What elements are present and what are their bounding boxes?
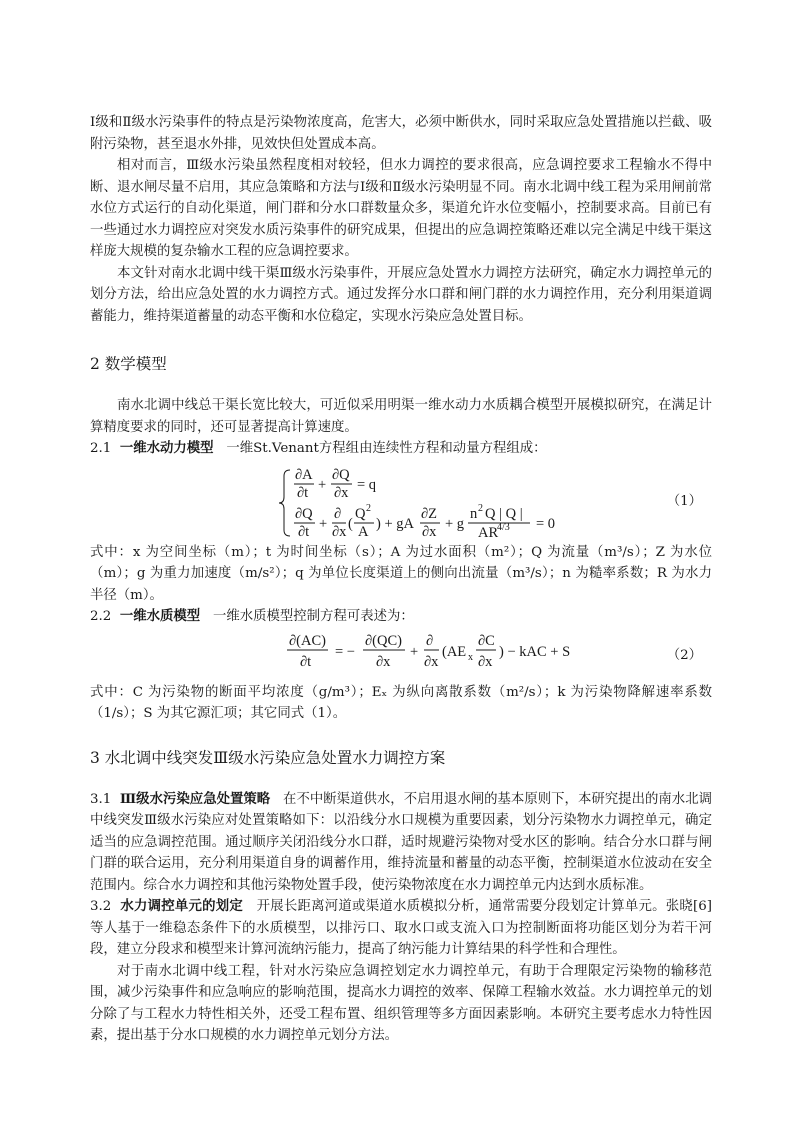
- svg-text:AR: AR: [478, 524, 499, 541]
- section-2-title: 2 数学模型: [90, 355, 167, 373]
- subsection-2-2-heading: 一维水质模型: [119, 608, 201, 624]
- svg-text:∂x: ∂x: [478, 653, 493, 670]
- svg-text:∂C: ∂C: [478, 632, 495, 649]
- svg-text:Q: Q: [355, 505, 366, 522]
- svg-text:n: n: [470, 505, 478, 522]
- subsection-3-2-heading: 水力调控单元的划定: [120, 898, 244, 914]
- svg-text:∂x: ∂x: [334, 484, 349, 501]
- equation-1: [90, 464, 712, 541]
- section-3-final-paragraph: 对于南水北调中线工程，针对水污染应急调控划定水力调控单元，有助于合理限定污染物的输移范围，减少污染事件和应急响应的影响范围，提高水力调控的效率、保障工程输水效益。水力调控单元的划分除了与工程水力特性相关外，还受工程布置、组织管理等多方面因素影响。本研究主要考虑水力特性因素，提出基于分水口规模的水力调控单元划分方法。: [90, 963, 712, 1043]
- svg-text:∂x: ∂x: [376, 653, 391, 670]
- subsection-3-1-text: 在不中断渠道供水，不启用退水闸的基本原则下，本研究提出的南水北调中线突发Ⅲ级水污染应对处置策略如下：以沿线分水口规模为重要因素，划分污染物水力调控单元，确定适当的应急调控范围。通过顺序关闭沿线分水口群，适时规避污染物对受水区的影响。结合分水口群与闸门群的联合运用，充分利用渠道自身的调蓄作用，维持流量和蓄量的动态平衡，控制渠道水位波动在安全范围内。综合水力调控和其他污染物处置手段，使污染物浓度在水力调控单元内达到水质标准。: [90, 791, 712, 893]
- svg-text:) − kAC + S: ) − kAC + S: [499, 643, 571, 660]
- svg-text:∂Q: ∂Q: [295, 505, 313, 522]
- svg-text:= q: = q: [357, 476, 377, 493]
- svg-text:∂x: ∂x: [424, 653, 439, 670]
- svg-text:Q | Q |: Q | Q |: [485, 505, 523, 522]
- svg-text:∂: ∂: [426, 632, 434, 649]
- section-3-title: 3 水北调中线突发Ⅲ级水污染应急处置水力调控方案: [90, 748, 446, 767]
- svg-text:(AE: (AE: [442, 643, 467, 660]
- subsection-3-1-heading: Ⅲ级水污染应急处置策略: [119, 790, 271, 807]
- subsection-2-2-number: 2.2: [90, 609, 112, 624]
- svg-text:∂Q: ∂Q: [332, 466, 350, 483]
- svg-text:∂x: ∂x: [332, 523, 347, 540]
- equation-1-svg: [90, 464, 712, 542]
- subsection-2-1-heading: 一维水动力模型: [119, 440, 214, 456]
- svg-text:(: (: [348, 515, 353, 532]
- svg-text:2: 2: [366, 502, 371, 514]
- subsection-3-1-number: 3.1: [90, 791, 112, 807]
- equation-1-number: （1）: [666, 493, 702, 509]
- svg-text:∂Z: ∂Z: [421, 505, 438, 522]
- svg-text:∂(AC): ∂(AC): [289, 632, 326, 649]
- subsection-3-2-number: 3.2: [90, 899, 112, 914]
- equation-2-svg: [90, 630, 712, 676]
- svg-text:∂t: ∂t: [298, 523, 310, 540]
- equation-2: [90, 630, 712, 676]
- svg-text:∂A: ∂A: [295, 466, 313, 483]
- subsection-3-1: [90, 789, 712, 897]
- svg-text:+: +: [410, 643, 419, 660]
- svg-text:+: +: [318, 476, 327, 493]
- subsection-2-2-text: 一维水质模型控制方程可表述为：: [212, 609, 414, 624]
- svg-text:∂: ∂: [334, 505, 342, 522]
- subsection-3-2: [90, 896, 712, 961]
- equation-2-variables: 式中：C 为污染物的断面平均浓度（g/m³）；Eₓ 为纵向离散系数（m²/s）；k 为污染物降解速率系数（1/s）；S 为其它源汇项；其它同式（1）。: [90, 684, 712, 721]
- svg-text:∂t: ∂t: [297, 484, 309, 501]
- svg-text:4/3: 4/3: [497, 521, 510, 533]
- equation-2-number: （2）: [666, 647, 702, 663]
- svg-text:A: A: [358, 523, 369, 540]
- svg-text:∂(QC): ∂(QC): [365, 632, 402, 649]
- svg-text:= −: = −: [335, 643, 355, 660]
- svg-text:+ g: + g: [445, 515, 465, 532]
- svg-text:+: +: [319, 515, 328, 532]
- equation-1-variables: 式中：x 为空间坐标（m）；t 为时间坐标（s）；A 为过水面积（m²）；Q 为流量（m³/s）；Z 为水位（m）；g 为重力加速度（m/s²）；q 为单位长度渠道上的侧向出流量（m³/s）；n 为糙率系数；R 为水力半径（m）。: [90, 544, 712, 603]
- subsection-3-2-text: 开展长距离河道或渠道水质模拟分析，通常需要分段划定计算单元。张晓[6]等人基于一维稳态条件下的水质模型，以排污口、取水口或支流入口为控制断面将功能区划分为若干河段，建立分段求和模型来计算河流纳污能力，提高了纳污能力计算结果的科学性和合理性。: [90, 899, 712, 957]
- section-2-paragraph: 南水北调中线总干渠长宽比较大，可近似采用明渠一维水动力水质耦合模型开展模拟研究，在满足计算精度要求的同时，还可显著提高计算速度。: [90, 398, 712, 435]
- svg-text:∂x: ∂x: [422, 523, 437, 540]
- intro-paragraph-2: 相对而言，Ⅲ级水污染虽然程度相对较轻，但水力调控的要求很高，应急调控要求工程输水不得中断、退水闸尽量不启用，其应急策略和方法与Ⅰ级和Ⅱ级水污染明显不同。南水北调中线工程为采用闸前常水位方式运行的自动化渠道，闸门群和分水口群数量众多，渠道允许水位变幅小，控制要求高。目前已有一些通过水力调控应对突发水质污染事件的研究成果，但提出的应急调控策略还难以完全满足中线干渠这样庞大规模的复杂输水工程的应急调控要求。: [90, 158, 712, 259]
- subsection-2-1: [90, 438, 712, 460]
- svg-text:2: 2: [478, 502, 483, 514]
- subsection-2-1-number: 2.1: [90, 441, 112, 456]
- svg-text:) + gA: ) + gA: [376, 515, 414, 532]
- subsection-2-1-text: 一维St.Venant方程组由连续性方程和动量方程组成：: [226, 441, 547, 456]
- page-body: [90, 112, 712, 1047]
- intro-paragraph-3: 本文针对南水北调中线干渠Ⅲ级水污染事件，开展应急处置水力调控方法研究，确定水力调控单元的划分方法，给出应急处置的水力调控方式。通过发挥分水口群和闸门群的水力调控作用，充分利用渠道调蓄能力，维持渠道蓄量的动态平衡和水位稳定，实现水污染应急处置目标。: [90, 265, 712, 324]
- svg-text:= 0: = 0: [536, 515, 556, 532]
- svg-text:x: x: [468, 651, 473, 663]
- intro-paragraph-1: Ⅰ级和Ⅱ级水污染事件的特点是污染物浓度高，危害大，必须中断供水，同时采取应急处置措施以拦截、吸附污染物，甚至退水外排，见效快但处置成本高。: [90, 115, 712, 152]
- svg-text:∂t: ∂t: [300, 653, 312, 670]
- subsection-2-2: [90, 606, 712, 628]
